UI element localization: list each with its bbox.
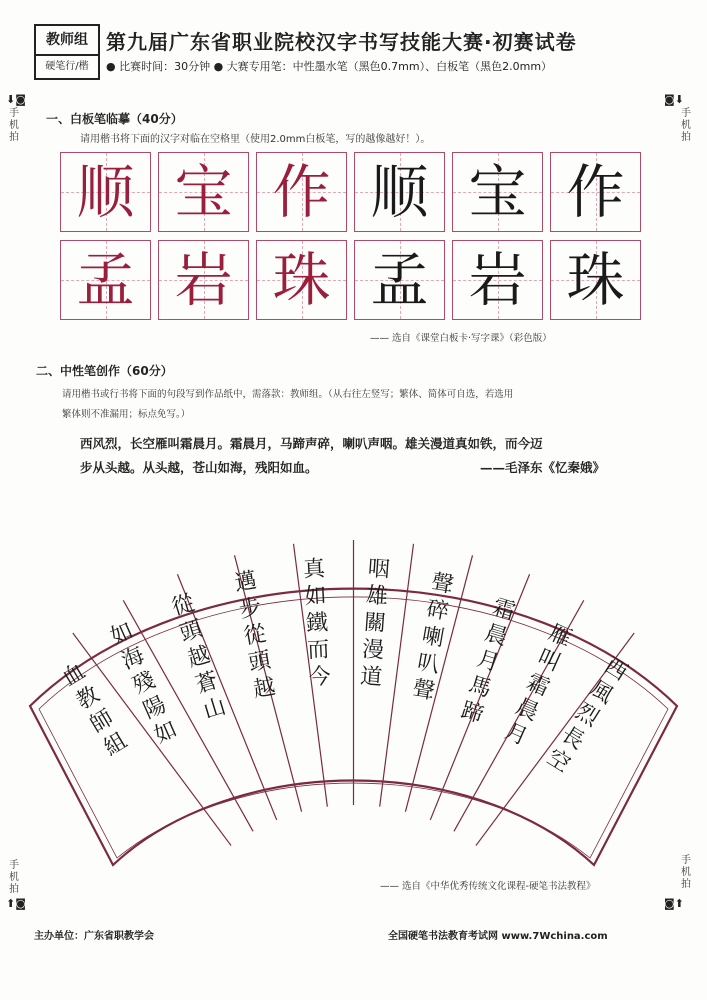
fan-column-4: 聲碎喇叭聲 (410, 570, 456, 705)
model-character: 珠 (272, 246, 331, 314)
model-character: 顺 (76, 158, 135, 226)
written-character: 孟 (370, 246, 429, 314)
written-character: 珠 (566, 246, 625, 314)
poem-line-2: 步从头越。从头越，苍山如海，残阳如血。 (80, 460, 318, 475)
side-label-bl: 手机拍 (9, 860, 19, 895)
practice-cell[interactable] (452, 240, 543, 320)
practice-cell[interactable] (256, 240, 347, 320)
practice-cell[interactable] (60, 152, 151, 232)
fan-column-7: 邁步從頭越 (232, 568, 278, 703)
practice-cell[interactable] (158, 152, 249, 232)
section2-instruction-line2: 繁体则不准漏用；标点免写。） (62, 409, 191, 420)
practice-cell[interactable] (256, 152, 347, 232)
fan-column-6: 真如鐵而今 (302, 556, 332, 691)
camera-icon-bl: ⬆◙ (6, 897, 26, 910)
fan-column-10: 血教師組 (58, 658, 132, 762)
practice-cell[interactable] (158, 240, 249, 320)
side-label-tl: 手机拍 (9, 108, 19, 143)
practice-cell[interactable] (60, 240, 151, 320)
fan-column-3: 霜晨月馬蹄 (458, 594, 518, 729)
section1-source: —— 选自《课堂白板卡·写字课》（彩色版） (370, 333, 552, 344)
model-character: 孟 (76, 246, 135, 314)
side-label-tr: 手机拍 (681, 108, 691, 143)
written-character: 作 (566, 158, 625, 226)
section2-instruction-line1: 请用楷书或行书将下面的句段写到作品纸中，需落款：教师组。（从右往左竖写；繁体、简体可自选，若选用 (62, 389, 514, 400)
practice-cell[interactable] (354, 152, 445, 232)
fan-column-9: 如海殘陽如 (106, 618, 182, 749)
model-character: 岩 (174, 246, 233, 314)
poem-line-1: 西风烈，长空雁叫霜晨月。霜晨月，马蹄声碎，喇叭声咽。雄关漫道真如铁，而今迈 (80, 436, 543, 451)
section1-instruction: 请用楷书将下面的汉字对临在空格里（使用2.0mm白板笔，写的越像越好！）。 (80, 134, 431, 145)
written-character: 宝 (468, 158, 527, 226)
fan-column-5: 咽雄關漫道 (359, 556, 391, 691)
practice-cell[interactable] (550, 240, 641, 320)
badge-top-label: 教师组 (36, 26, 98, 56)
model-character: 宝 (174, 158, 233, 226)
page-subtitle: ● 比赛时间：30分钟 ● 大赛专用笔：中性墨水笔（黑色0.7mm）、白板笔（黑色2.0mm） (106, 60, 553, 73)
organizer-label: 主办单位：广东省职教学会 (34, 931, 154, 942)
website-label: 全国硬笔书法教育考试网 www.7Wchina.com (388, 931, 608, 942)
camera-icon-tr: ◙⬇ (664, 93, 684, 106)
page-title: 第九届广东省职业院校汉字书写技能大赛·初赛试卷 (106, 30, 577, 54)
practice-cell[interactable] (354, 240, 445, 320)
side-label-br: 手机拍 (681, 855, 691, 890)
fan-column-1: 西風烈長空 (542, 653, 632, 778)
badge-bottom-label: 硬笔行/楷 (45, 61, 89, 72)
practice-cell[interactable] (452, 152, 543, 232)
section2-heading: 二、中性笔创作（60分） (36, 364, 173, 378)
practice-cell[interactable] (550, 152, 641, 232)
written-character: 岩 (468, 246, 527, 314)
model-character: 作 (272, 158, 331, 226)
camera-icon-tl: ⬇◙ (6, 93, 26, 106)
fan-source: —— 选自《中华优秀传统文化课程-硬笔书法教程》 (380, 881, 596, 892)
written-character: 顺 (370, 158, 429, 226)
fan-column-8: 從頭越蒼山 (169, 590, 229, 725)
section1-heading: 一、白板笔临摹（40分） (46, 112, 183, 126)
camera-icon-br: ◙⬆ (664, 897, 684, 910)
fan-column-2: 雁叫霜晨月 (500, 620, 576, 751)
poem-author: ——毛泽东《忆秦娥》 (480, 460, 606, 475)
